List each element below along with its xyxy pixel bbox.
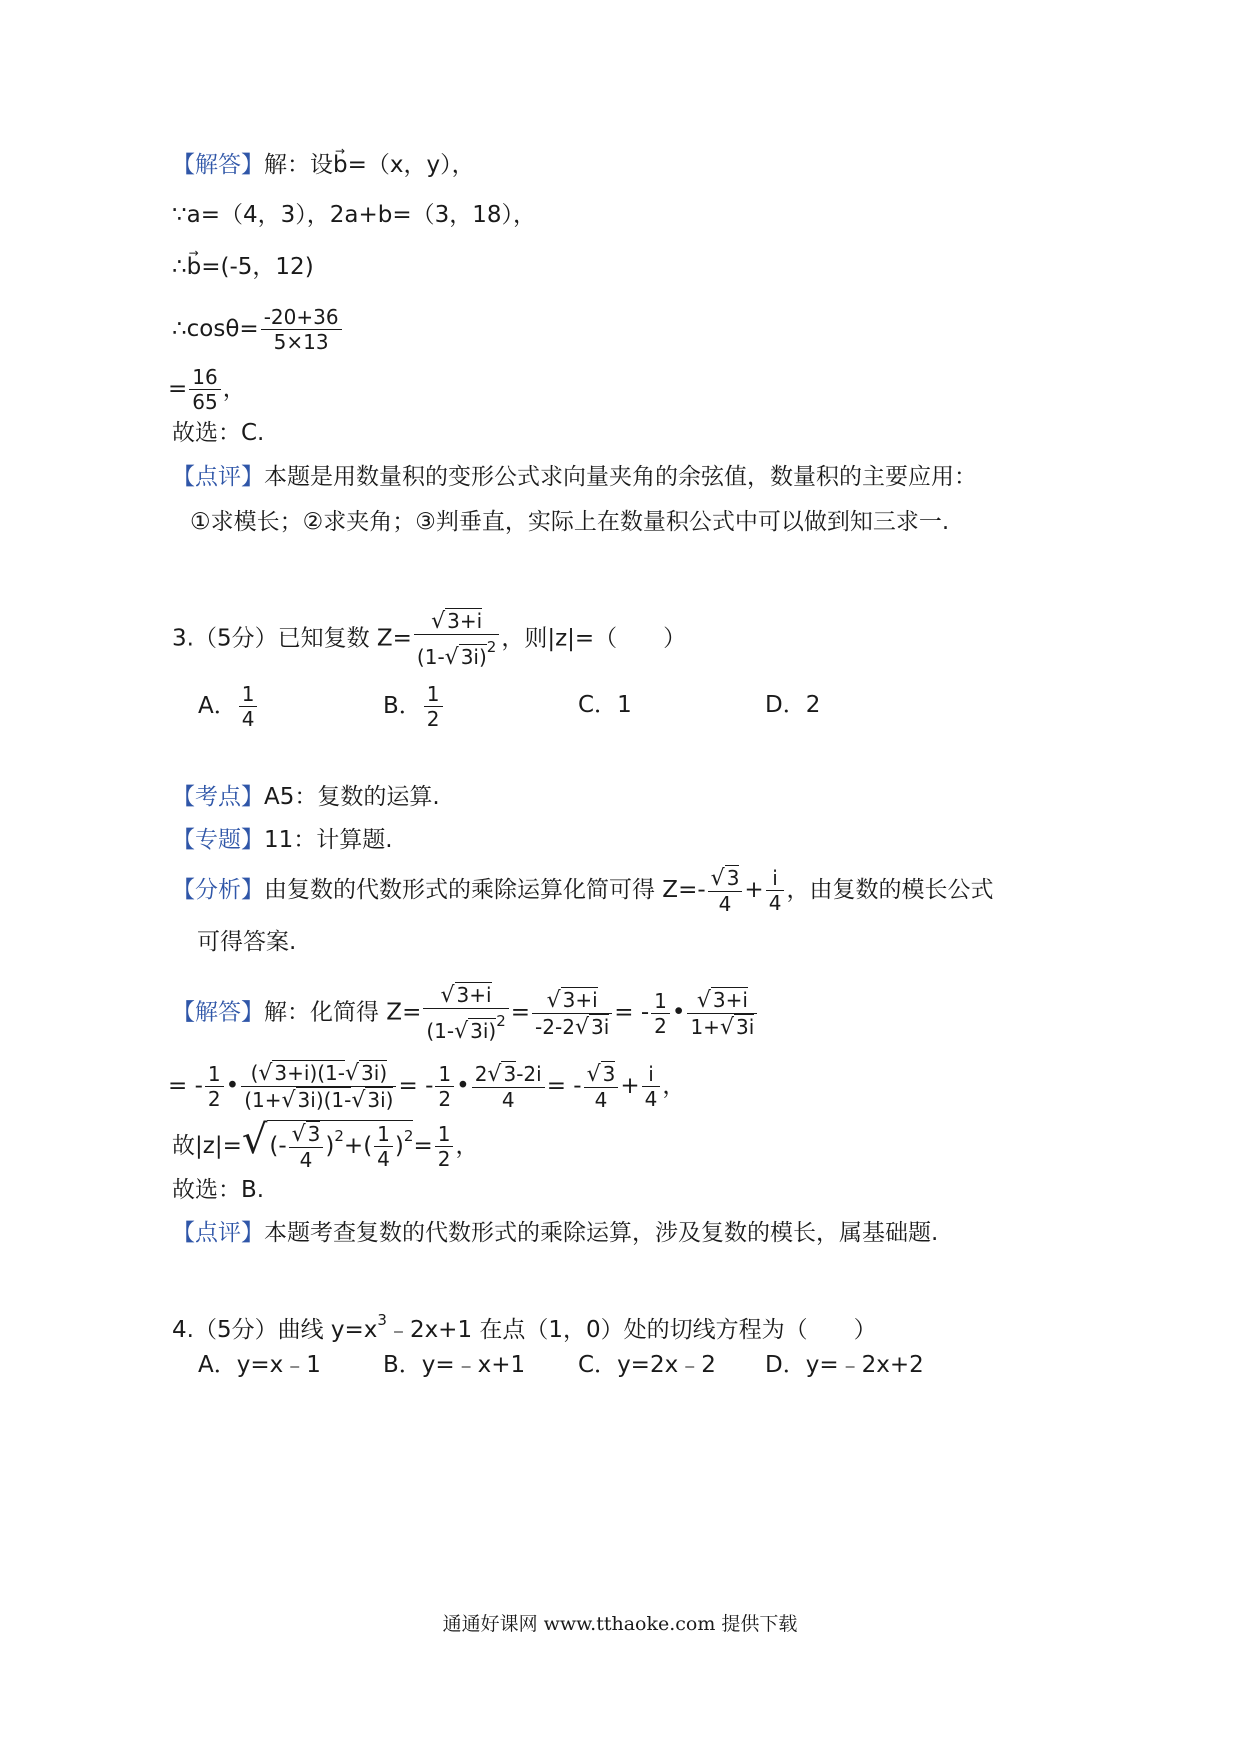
- result-fraction: $\frac{16}{65}$: [189, 365, 220, 414]
- option-d[interactable]: D．2: [765, 692, 821, 718]
- q3-fraction: $\frac{√ 3+i}{(1-√ 3i)^2}$: [414, 608, 499, 670]
- q4-stem: 4.（5分）曲线 $y=x^3﹣2x+1$ 在点（1，0）处的切线方程为（ ）: [172, 1311, 877, 1343]
- q2-comment-line-1: 【点评】本题是用数量积的变形公式求向量夹角的余弦值，数量积的主要应用：: [172, 464, 977, 490]
- answer-tag: 【解答】: [172, 152, 264, 178]
- option-a[interactable]: A．y=x﹣1: [198, 1352, 321, 1378]
- cos-fraction: $\frac{-20+36}{5\times 13}$: [261, 305, 342, 354]
- q2-answer-line-5: = $\frac{16}{65}$ ，: [168, 365, 246, 414]
- vector-b: → b: [333, 150, 348, 180]
- option-a[interactable]: A． $\frac{1}{4}$: [198, 682, 259, 731]
- q3-stem: 3.（5分）已知复数 Z= $\frac{√ 3+i}{(1-√ 3i)^2}$ ，则|z|=（ ）: [172, 609, 687, 670]
- q3-options: [0, 682, 1240, 732]
- q3-zhuanti: 【专题】11：计算题.: [172, 827, 393, 853]
- q2-answer-line-1: 【解答】解：设→ b=（x，y），: [172, 150, 475, 180]
- q2-answer-line-2: ∵a=（4，3），2a+b=（3，18），: [172, 202, 537, 228]
- option-c[interactable]: C．y=2x﹣2: [578, 1352, 716, 1378]
- q2-answer-line-3: ∴→ b=(-5，12): [172, 252, 314, 282]
- q3-comment: 【点评】本题考查复数的代数形式的乘除运算，涉及复数的模长，属基础题.: [172, 1220, 939, 1246]
- option-b[interactable]: B．y=﹣x+1: [383, 1352, 526, 1378]
- q3-kaodian: 【考点】A5：复数的运算.: [172, 784, 440, 810]
- q3-answer-line-2: = - $\frac{1}{2}$ • $\frac{(√ 3+i)(1-√ 3i)}{(1+√ 3i)(1-√ 3i)}$ = - $\frac{1}{2}$ • $\frac{2√ 3-2i}{4}$ = - $\frac{√ 3}{4}$ + $\frac{i}{4}$ ，: [168, 1061, 686, 1113]
- q2-choice: 故选：C.: [172, 420, 265, 446]
- option-c[interactable]: C．1: [578, 692, 632, 718]
- q3-fenxi-line-2: 可得答案.: [197, 929, 297, 955]
- q3-answer-line-3: 故|z|=√(- $\frac{√ 3}{4}$ )$^2$+( $\frac{1}{4}$ )$^2$= $\frac{1}{2}$ ，: [172, 1117, 479, 1172]
- q2-comment-line-2: ①求模长；②求夹角；③判垂直，实际上在数量积公式中可以做到知三求一.: [190, 509, 950, 535]
- q2-answer-line-4: ∴cosθ= $\frac{-20+36}{5\times 13}$: [172, 305, 344, 354]
- q3-choice: 故选：B.: [172, 1177, 265, 1203]
- option-d[interactable]: D．y=﹣2x+2: [765, 1352, 924, 1378]
- q3-fenxi: 【分析】由复数的代数形式的乘除运算化简可得 Z=- $\frac{√ 3}{4}$ + $\frac{i}{4}$ ，由复数的模长公式: [172, 866, 994, 916]
- q3-answer-line-1: 【解答】解：化简得 Z= $\frac{√ 3+i}{(1-√ 3i)^2}$ = $\frac{√ 3+i}{-2-2√ 3i}$ = - $\frac{1}{2}$ • $\frac{√ 3+i}{1+√ 3i}$: [172, 982, 759, 1044]
- comment-tag: 【点评】: [172, 464, 264, 490]
- page-footer: 通通好课网 www.tthaoke.com 提供下载: [442, 1613, 798, 1635]
- option-b[interactable]: B． $\frac{1}{2}$: [383, 682, 445, 731]
- vector-b: → b: [187, 252, 202, 282]
